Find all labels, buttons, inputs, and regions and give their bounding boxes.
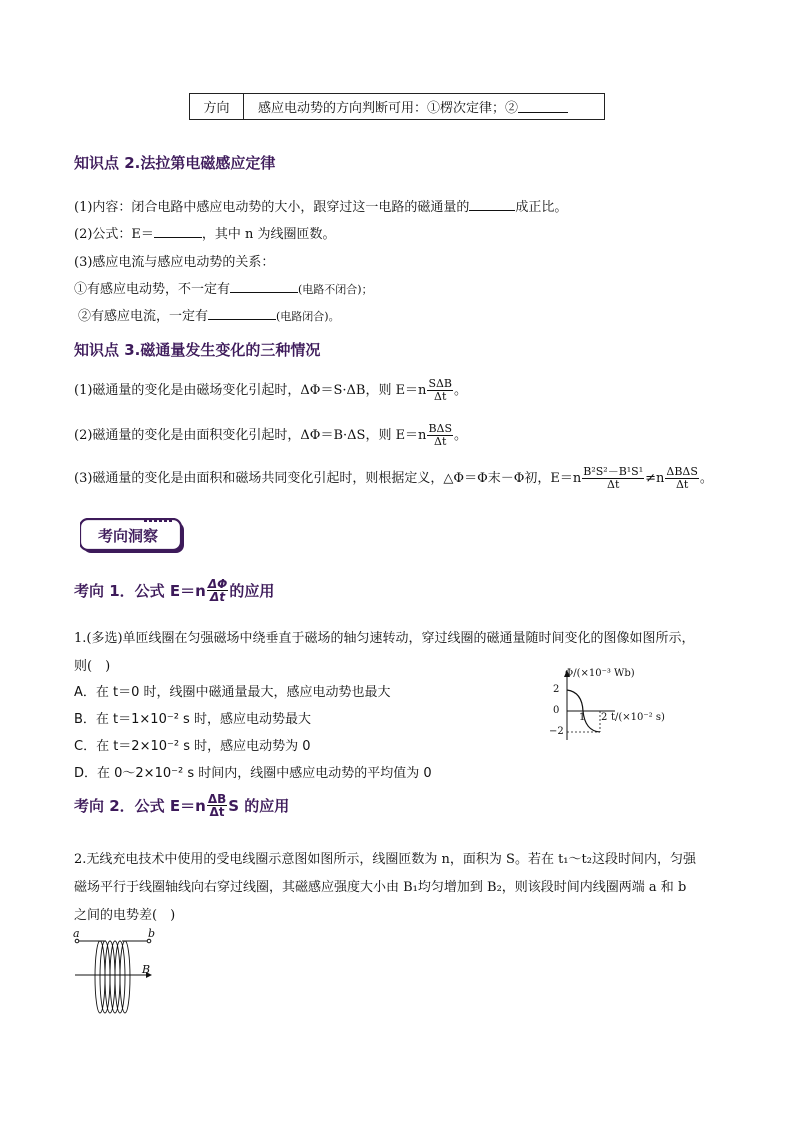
fraction [207,578,229,603]
fraction-numerator: ΔBΔS [666,465,698,478]
direction-table [189,93,605,120]
fraction [207,793,227,818]
q1-stem-end: 则( ) [74,659,111,674]
kp3-line1 [74,378,467,403]
label-field-B: B [142,963,151,976]
answer-blank[interactable] [518,100,568,113]
q1-option-b[interactable]: B．在 t＝1×10⁻² s 时，感应电动势最大 [74,712,311,727]
fraction-denominator: Δt [210,590,226,604]
kp2-line5-text: ②有感应电流，一定有 [78,309,209,324]
kp3-line2 [74,423,467,448]
period: 。 [454,428,468,443]
answer-blank[interactable] [154,225,202,238]
graph-tick-y0: 0 [553,705,560,716]
kp2-line2 [74,223,336,242]
q2-stem-line2: 磁场平行于线圈轴线向右穿过线圈，其磁感应强度大小由 B₁均匀增加到 B₂，则该段时间内线圈两端 a 和 b [74,880,687,895]
graph-ylabel: Φ/(×10⁻³ Wb) [565,668,635,679]
flux-time-graph [545,668,685,743]
fraction-denominator: Δt [434,390,447,403]
coil-diagram [70,927,160,1020]
answer-blank[interactable] [230,280,298,293]
kx2-heading-end: S 的应用 [228,797,290,815]
kx2-heading [74,793,289,818]
q1-option-c[interactable]: C．在 t＝2×10⁻² s 时，感应电动势为 0 [74,739,311,754]
kp2-line4-text: ①有感应电动势，不一定有 [74,282,231,297]
answer-blank[interactable] [208,307,276,320]
fraction-numerator: ΔΦ [207,577,228,591]
fraction-denominator: Δt [209,805,225,819]
kx1-heading [74,578,274,603]
fraction-numerator: BΔS [428,422,453,435]
kp3-line2-text: (2)磁通量的变化是由面积变化引起时，ΔΦ＝B·ΔS，则 E＝n [74,428,427,443]
kp2-line4 [74,278,373,297]
kp2-line2-end: ，其中 n 为线圈匝数。 [201,227,336,242]
q1-option-a[interactable]: A．在 t＝0 时，线圈中磁通量最大，感应电动势也最大 [74,685,391,700]
kp2-line1-text: (1)内容：闭合电路中感应电动势的大小，跟穿过这一电路的磁通量的 [74,200,470,215]
kp3-heading: 知识点 3.磁通量发生变化的三种情况 [74,341,321,359]
table-cell-direction: 方向 [190,94,244,119]
fraction-numerator: SΔB [428,377,453,390]
kx1-heading-text: 考向 1．公式 E＝n [74,582,206,600]
table-cell-content [244,94,604,119]
graph-xlabel: t/(×10⁻² s) [611,712,665,723]
graph-svg [545,668,685,743]
fraction-denominator: Δt [675,478,689,491]
q1-stem: 1.(多选)单匝线圈在匀强磁场中绕垂直于磁场的轴匀速转动，穿过线圈的磁通量随时间变化的图像如图所示， [74,631,695,646]
period: 。 [454,383,468,398]
q2-stem-line1: 2.无线充电技术中使用的受电线圈示意图如图所示，线圈匝数为 n，面积为 S。若在 t₁～t₂这段时间内，匀强 [74,852,696,867]
label-a: a [73,927,80,940]
q2-stem-line3: 之间的电势差( ) [74,908,176,923]
table-cell-text: 感应电动势的方向判断可用：①楞次定律；② [258,101,519,116]
kp3-line1-text: (1)磁通量的变化是由磁场变化引起时，ΔΦ＝S·ΔB，则 E＝n [74,383,427,398]
kp2-line5 [78,305,340,324]
section-badge [80,518,188,556]
kp2-line3: (3)感应电流与感应电动势的关系： [74,255,275,270]
fraction-numerator: B²S²－B¹S¹ [583,465,644,478]
fraction-numerator: ΔB [207,792,227,806]
coil-windings [95,941,130,1013]
fraction [427,423,453,448]
period: 。 [699,471,713,486]
kp2-line1-end: 成正比。 [515,200,568,215]
kp2-heading: 知识点 2.法拉第电磁感应定律 [74,154,276,172]
kp2-line5-end: (电路闭合)。 [276,310,340,323]
label-b: b [148,927,156,940]
fraction-denominator: Δt [607,478,620,491]
kx2-heading-text: 考向 2．公式 E＝n [74,797,206,815]
kp2-line2-text: (2)公式：E＝ [74,227,154,242]
graph-tick-yn2: −2 [549,726,564,737]
graph-tick-x1: 1 [579,712,586,723]
graph-tick-y2: 2 [553,684,560,695]
answer-blank[interactable] [469,198,515,211]
fraction [427,378,453,403]
q1-option-d[interactable]: D．在 0～2×10⁻² s 时间内，线圈中感应电动势的平均值为 0 [74,766,432,781]
kx1-heading-end: 的应用 [229,582,275,600]
kp3-line3-text: (3)磁通量的变化是由面积和磁场共同变化引起时，则根据定义，△Φ＝Φ末－Φ初，E＝n [74,471,582,486]
badge-label: 考向洞察 [98,527,159,545]
kp2-line1 [74,196,567,215]
graph-tick-x2: 2 [601,712,608,723]
fraction [665,466,699,491]
fraction-denominator: Δt [434,435,447,448]
kp3-line3 [74,466,713,491]
fraction [582,466,644,491]
kp2-line4-end: (电路不闭合)； [298,283,373,296]
not-equal: ≠n [645,471,665,486]
